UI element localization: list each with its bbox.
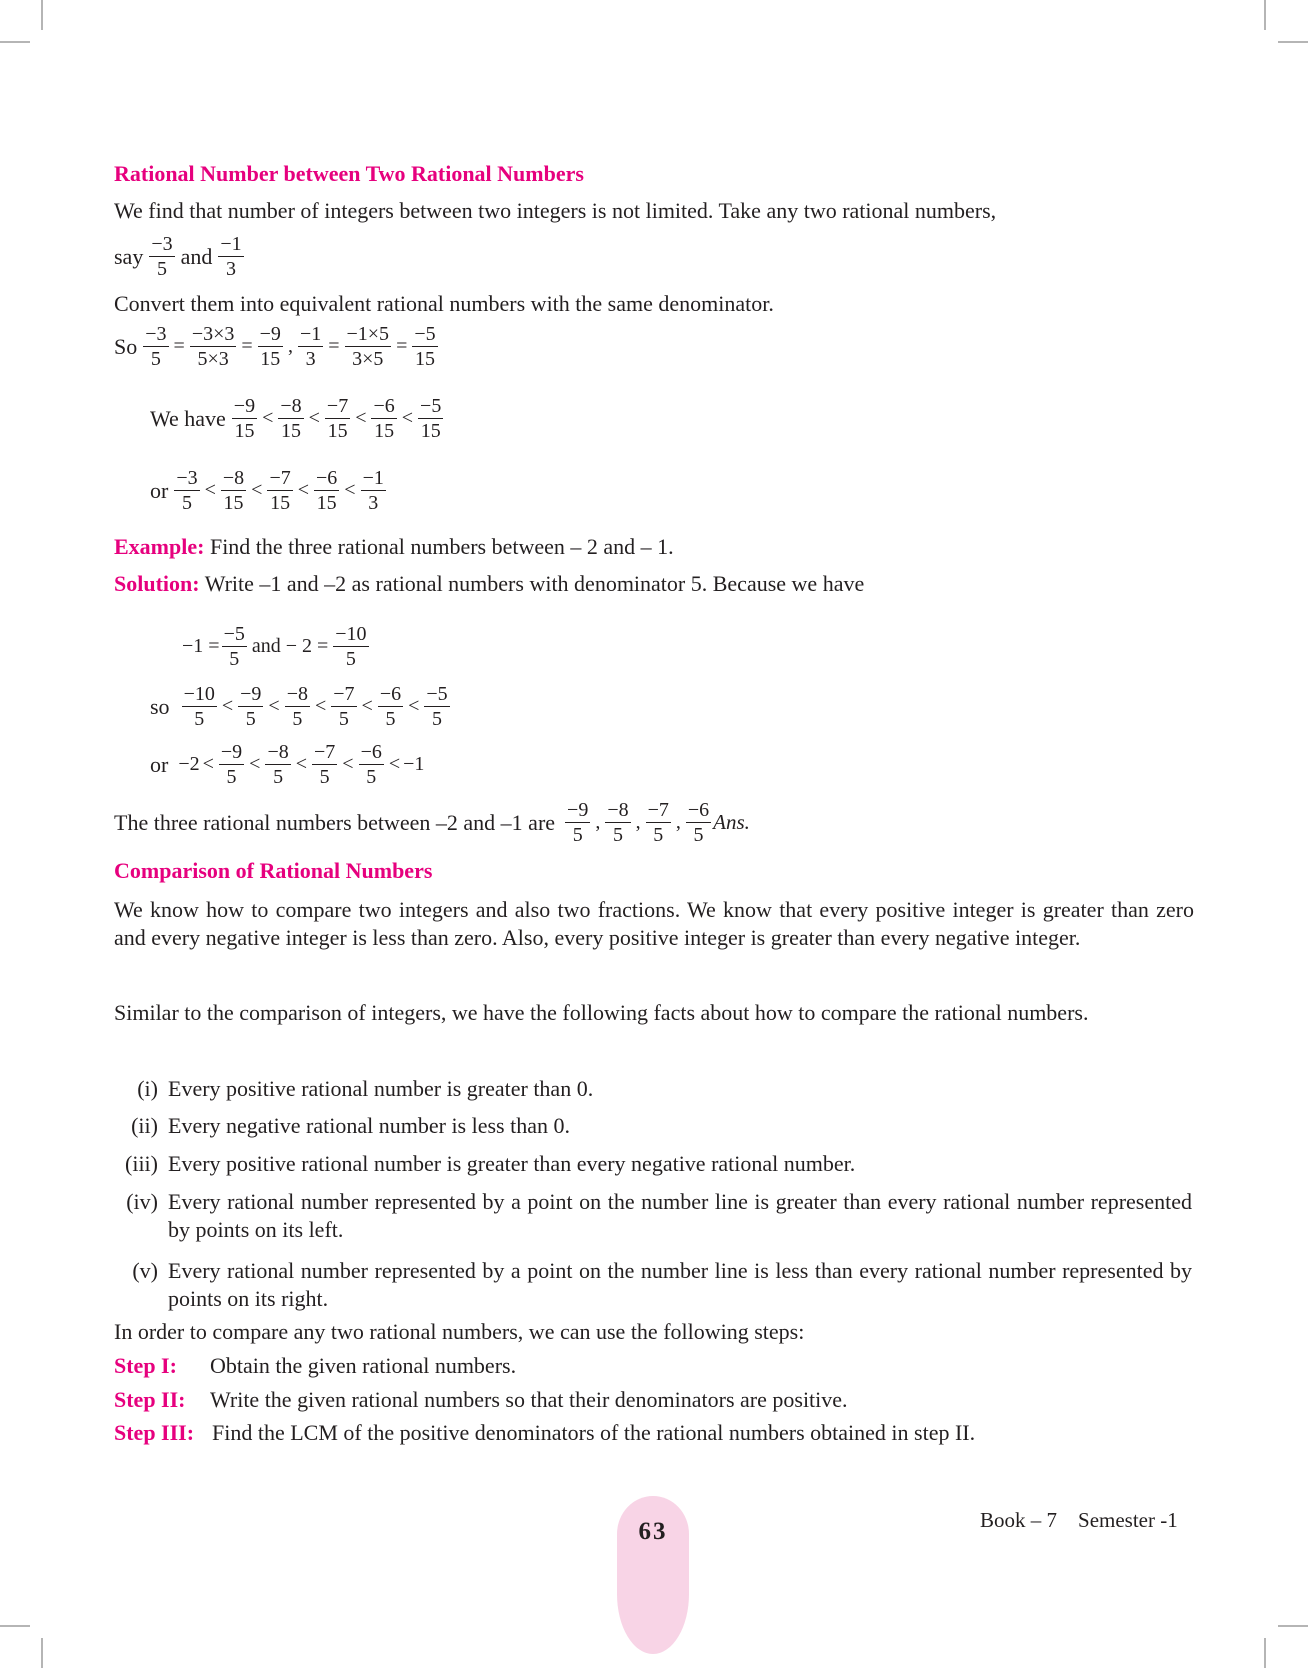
- example-label: Example:: [114, 534, 205, 559]
- step-item: Step II: Write the given rational numbers so that their denominators are positive.: [114, 1387, 848, 1412]
- step-item: Step III: Find the LCM of the positive denominators of the rational numbers obtained in step II.: [114, 1420, 976, 1445]
- we-have-inequality: [150, 394, 445, 443]
- say-label: say: [114, 243, 144, 269]
- crop-mark-bottom-right-v: [1264, 1638, 1266, 1668]
- so-equation: [114, 322, 440, 371]
- fraction: $\frac{-3}{5}$: [151, 233, 173, 280]
- example-text: Find the three rational numbers between – 2 and – 1.: [204, 534, 674, 559]
- crop-mark-top-left-v: [41, 0, 43, 30]
- intro-paragraph: We find that number of integers between two integers is not limited. Take any two rational numbers,: [114, 198, 997, 223]
- example-line: [114, 533, 674, 561]
- fraction: $\frac{-8}{15}$: [280, 395, 302, 442]
- solution-text: Write –1 and –2 as rational numbers with denominator 5. Because we have: [199, 571, 865, 596]
- fraction-chain: $\frac{-10}{5}$ < $\frac{-9}{5}$ < $\frac{-8}{5}$ < $\frac{-7}{5}$ < $\frac{-6}{5}$ < $\frac{-5}{5}$: [183, 683, 448, 730]
- comparison-para-2: Similar to the comparison of integers, we have the following facts about how to compare the rational numbers.: [114, 1000, 1089, 1025]
- or-inequality: [150, 466, 388, 515]
- convert-text: Convert them into equivalent rational numbers with the same denominator.: [114, 291, 774, 316]
- fraction: $\frac{-6}{5}$: [379, 683, 402, 730]
- steps-intro: In order to compare any two rational numbers, we can use the following steps:: [114, 1319, 805, 1344]
- so-label: so: [150, 693, 170, 719]
- eq-left: −1 =: [182, 635, 220, 657]
- solution-line: [114, 570, 864, 598]
- fraction: $\frac{-3\times 3}{5\times 3}$: [191, 323, 235, 370]
- say-fractions: [114, 232, 246, 281]
- fraction-chain: $\frac{-9}{5}$ < $\frac{-8}{5}$ < $\frac{-7}{5}$ < $\frac{-6}{5}$: [220, 741, 382, 788]
- fraction-chain: $\frac{-9}{15}$ < $\frac{-8}{15}$ < $\frac{-7}{15}$ < $\frac{-6}{15}$ < $\frac{-5}{15}$: [233, 395, 442, 442]
- or-left: −2: [178, 753, 200, 775]
- ans-label: Ans.: [713, 810, 750, 834]
- section-heading-rational-between: Rational Number between Two Rational Numbers: [114, 161, 584, 186]
- so-inequality: [150, 682, 452, 731]
- fraction: $\frac{-6}{5}$: [360, 741, 382, 788]
- crop-mark-top-left-h: [0, 41, 30, 43]
- semester-label: Semester -1: [1078, 1508, 1178, 1532]
- fraction: $\frac{-10}{5}$: [335, 623, 367, 670]
- fraction: $\frac{-9}{5}$: [240, 683, 262, 730]
- and-label: and: [180, 243, 213, 269]
- section-heading-comparison: Comparison of Rational Numbers: [114, 858, 433, 883]
- fraction: $\frac{-8}{5}$: [286, 683, 308, 730]
- fraction: $\frac{-10}{5}$: [183, 683, 215, 730]
- fraction: $\frac{-7}{5}$: [314, 741, 336, 788]
- fraction: $\frac{-5}{5}$: [426, 683, 448, 730]
- so-label: So: [114, 333, 138, 359]
- or-label: or: [150, 477, 169, 503]
- fraction: $\frac{-1}{3}$: [362, 467, 384, 514]
- book-label: Book – 7: [980, 1508, 1058, 1532]
- or-inequality-2: or −2 < $\frac{-9}{5}$ < $\frac{-8}{5}$ < $\frac{-7}{5}$ < $\frac{-6}{5}$ < −1: [150, 741, 425, 788]
- fraction: $\frac{-1}{3}$: [299, 323, 322, 370]
- solution-label: Solution:: [114, 571, 200, 596]
- crop-mark-bottom-left-h: [0, 1625, 30, 1627]
- or-right: −1: [403, 753, 425, 775]
- fraction: $\frac{-6}{5}$: [687, 799, 710, 846]
- step-item: Step I: Obtain the given rational numbers.: [114, 1353, 517, 1378]
- answer-text: The three rational numbers between –2 and –1 are: [114, 809, 556, 835]
- or-label: or: [150, 751, 169, 777]
- fraction: $\frac{-7}{5}$: [333, 683, 355, 730]
- fraction: $\frac{-7}{15}$: [326, 395, 349, 442]
- equivalence-equation: [182, 622, 371, 671]
- fraction: $\frac{-8}{5}$: [267, 741, 289, 788]
- fraction: $\frac{-9}{15}$: [233, 395, 256, 442]
- fraction: $\frac{-1\times 5}{3\times 5}$: [346, 323, 390, 370]
- fraction: $\frac{-3}{5}$: [176, 467, 198, 514]
- crop-mark-top-right-v: [1264, 0, 1266, 30]
- answer-fractions: $\frac{-9}{5}$ , $\frac{-8}{5}$ , $\frac{-7}{5}$ , $\frac{-6}{5}$: [567, 799, 710, 846]
- crop-mark-bottom-right-h: [1278, 1625, 1308, 1627]
- fraction: $\frac{-7}{15}$: [269, 467, 291, 514]
- we-have-label: We have: [150, 405, 226, 431]
- crop-mark-top-right-h: [1278, 41, 1308, 43]
- fraction: $\frac{-5}{15}$: [420, 395, 442, 442]
- fraction: $\frac{-7}{5}$: [647, 799, 669, 846]
- answer-line: [114, 798, 750, 847]
- fraction: $\frac{-9}{5}$: [567, 799, 589, 846]
- fraction: $\frac{-9}{15}$: [259, 323, 281, 370]
- fraction: $\frac{-5}{15}$: [414, 323, 436, 370]
- crop-mark-bottom-left-v: [41, 1638, 43, 1668]
- so-line: $\frac{-3}{5}$ = $\frac{-3\times 3}{5\times 3}$ = $\frac{-9}{15}$ , $\frac{-1}{3}$ = $\frac{-1\times 5}{3\times 5}$ = $\frac{-5}{15}$: [145, 323, 436, 370]
- fraction: $\frac{-8}{15}$: [222, 467, 245, 514]
- fraction: $\frac{-9}{5}$: [220, 741, 243, 788]
- page-number: 63: [638, 1518, 668, 1545]
- book-semester-label: [980, 1508, 1178, 1533]
- fraction: $\frac{-6}{15}$: [373, 395, 395, 442]
- fraction: $\frac{-5}{5}$: [223, 623, 245, 670]
- eq-mid: and − 2 =: [251, 635, 329, 657]
- fraction: $\frac{-3}{5}$: [145, 323, 167, 370]
- fraction: $\frac{-8}{5}$: [607, 799, 629, 846]
- fraction: $\frac{-6}{15}$: [316, 467, 338, 514]
- comparison-para-1: We know how to compare two integers and also two fractions. We know that every positive integer is greater than zero and every negative integer is less than zero. Also, every positive integer is greater than every negative integer.: [114, 897, 1194, 950]
- fraction-chain: $\frac{-3}{5}$ < $\frac{-8}{15}$ < $\frac{-7}{15}$ < $\frac{-6}{15}$ < $\frac{-1}{3}$: [176, 467, 384, 514]
- fraction: $\frac{-1}{3}$: [220, 233, 242, 280]
